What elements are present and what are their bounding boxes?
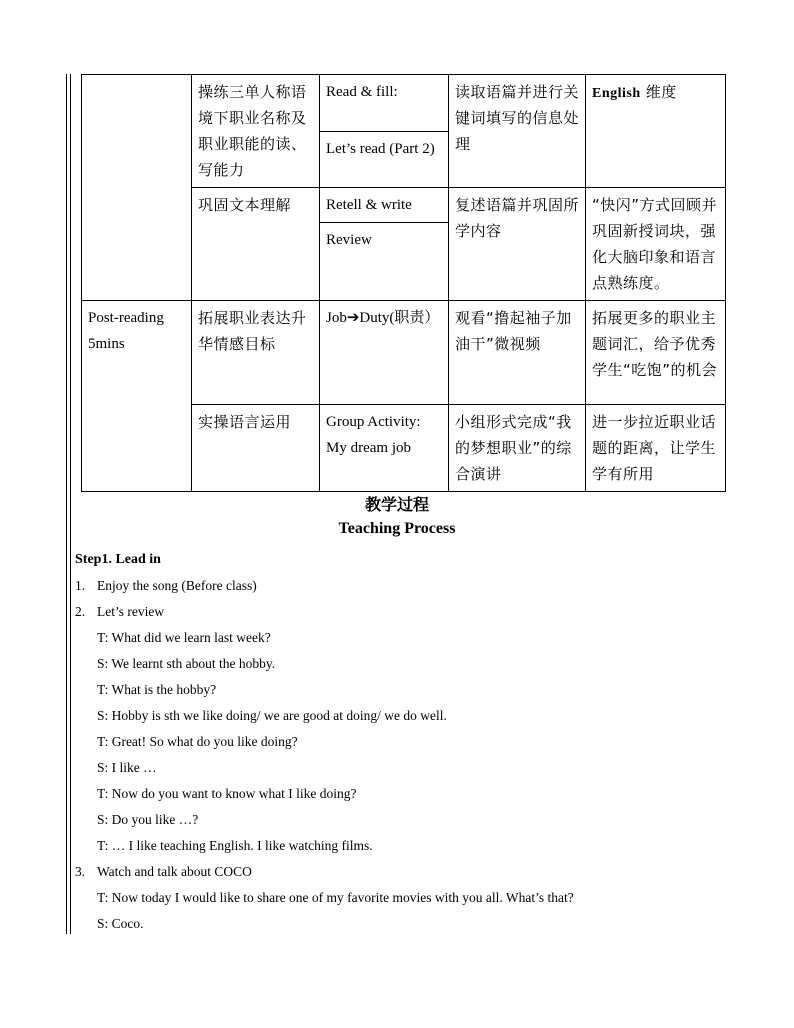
item-number: 1. — [75, 578, 86, 593]
dialog-line: T: Great! So what do you like doing? — [97, 734, 298, 749]
stage-cell — [82, 301, 192, 492]
goal-cell: 巩固文本理解 — [192, 188, 320, 301]
dialog-line: S: I like … — [97, 760, 157, 775]
dialog-line: S: Do you like …? — [97, 812, 199, 827]
process-cell: 小组形式完成“我的梦想职业”的综合演讲 — [449, 405, 586, 492]
activity-cell: Review — [320, 223, 449, 301]
dialog-line: S: Hobby is sth we like doing/ we are good at doing/ we do well. — [97, 708, 447, 723]
activity-line2: My dream job — [326, 440, 411, 456]
process-cell: 读取语篇并进行关键词填写的信息处理 — [449, 75, 586, 188]
dialog-line: T: … I like teaching English. I like watching films. — [97, 838, 373, 853]
intent-cell: 进一步拉近职业话题的距离，让学生学有所用 — [586, 405, 726, 492]
stage-cell-empty — [82, 75, 192, 301]
activity-cell: Let’s read (Part 2) — [320, 131, 449, 188]
section-title-zh: 教学过程 — [364, 495, 429, 514]
item-number: 3. — [75, 864, 86, 879]
process-cell: 复述语篇并巩固所学内容 — [449, 188, 586, 301]
activity-job: Job — [326, 310, 347, 326]
item-text: Let’s review — [97, 604, 165, 619]
list-item — [75, 859, 735, 885]
item-number: 2. — [75, 604, 86, 619]
dialog-line: T: Now do you want to know what I like doing? — [97, 786, 357, 801]
activity-line1: Group Activity: — [326, 414, 421, 430]
activity-cell — [320, 301, 449, 405]
list-item — [75, 599, 735, 625]
activity-cell: Retell & write — [320, 188, 449, 223]
activity-duty: Duty(职责） — [359, 310, 440, 326]
dialog-line: T: What is the hobby? — [97, 682, 217, 697]
process-cell: 观看“撸起袖子加油干”微视频 — [449, 301, 586, 405]
arrow-icon: ➔ — [346, 310, 360, 326]
intent-text: 维度 — [640, 83, 677, 101]
intent-cell — [586, 75, 726, 188]
goal-cell: 实操语言运用 — [192, 405, 320, 492]
goal-cell: 拓展职业表达升华情感目标 — [192, 301, 320, 405]
step-heading: Step1. Lead in — [75, 552, 161, 567]
dialog-line: T: Now today I would like to share one of my favorite movies with you all. What’s that? — [97, 890, 574, 905]
lesson-plan-table — [81, 74, 726, 492]
stage-time: 5mins — [88, 336, 125, 352]
activity-cell — [320, 405, 449, 492]
intent-cell: 拓展更多的职业主题词汇，给予优秀学生“吃饱”的机会 — [586, 301, 726, 405]
section-title-en: Teaching Process — [338, 520, 456, 537]
stage-name: Post-reading — [88, 310, 164, 326]
list-item — [75, 573, 735, 599]
dialog-line: S: Coco. — [97, 916, 144, 931]
teaching-process — [75, 547, 735, 937]
item-text: Watch and talk about COCO — [97, 864, 252, 879]
dialog-line: T: What did we learn last week? — [97, 630, 271, 645]
intent-english: English — [592, 86, 641, 101]
intent-cell: “快闪”方式回顾并巩固新授词块，强化大脑印象和语言点熟练度。 — [586, 188, 726, 301]
goal-cell: 操练三单人称语境下职业名称及职业职能的读、写能力 — [192, 75, 320, 188]
activity-cell: Read & fill: — [320, 75, 449, 132]
dialog-line: S: We learnt sth about the hobby. — [97, 656, 276, 671]
item-text: Enjoy the song (Before class) — [97, 578, 257, 593]
